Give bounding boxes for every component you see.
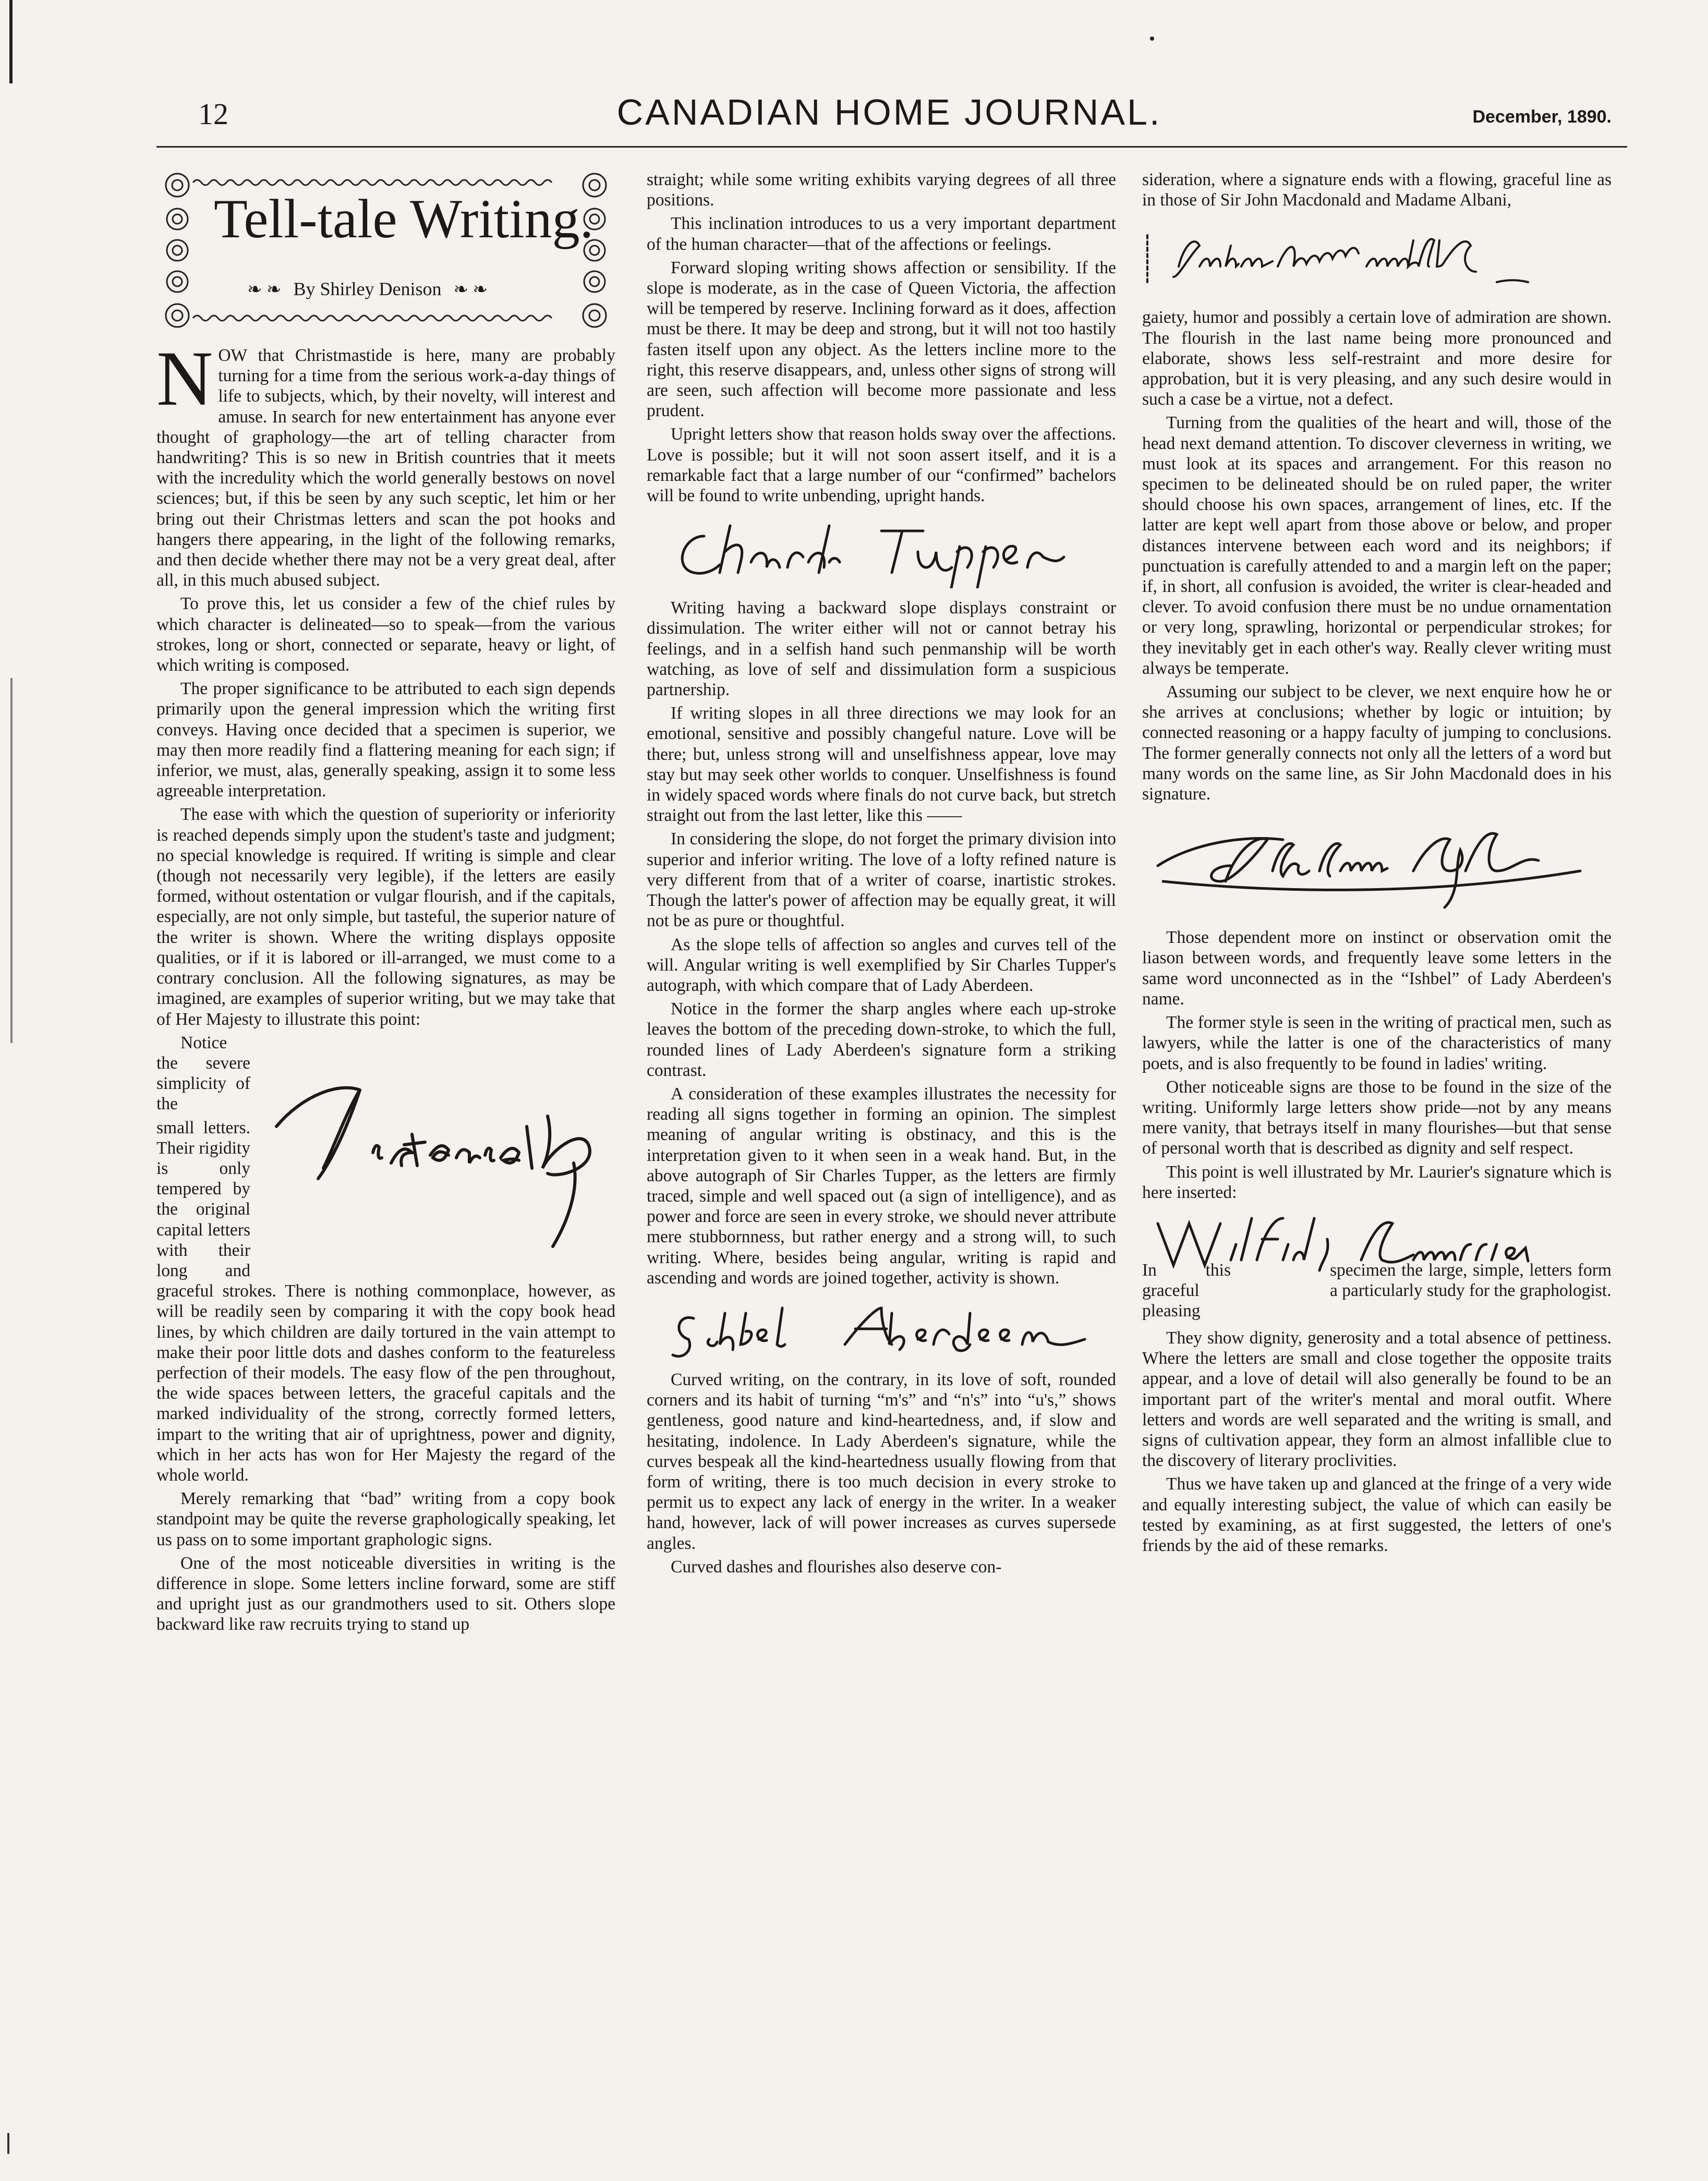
- paragraph: The ease with which the question of superiority or inferiority is reached depends simply upon the student's taste and judgment; no special knowledge is required. If writing is simple and clear (though not necessarily very legible), if the letters are easily formed, without ostentation or vulgar flourish, and if the capitals, especially, are not only simple, but tasteful, the superior nature of the writer is shown. Where the writing displays opposite qualities, or if it is labored or ill-arranged, we must come to a contrary conclusion. All the following signatures, as may be imagined, are examples of superior writing, but we may take that of Her Majesty to illustrate this point:: [156, 805, 615, 1029]
- signature-aberdeen: [647, 1298, 1116, 1360]
- print-speck: [1150, 37, 1154, 41]
- page-header: [156, 86, 1622, 143]
- page-number: 12: [198, 97, 228, 131]
- paragraph: Curved writing, on the contrary, in its love of soft, rounded corners and its habit of turning “m's” and “n's” into “u's,” shows gentleness, good nature and kind-heartedness, and, if slow and hesitating, indolence. In Lady Aberdeen's signature, while the curves bespeak all the kind-heartedness usually flowing from that form of writing, there is too much decision in every stroke to permit us to expect any lack of energy in the writer. In a weaker hand, however, lack of will power increases as curves supersede angles.: [647, 1370, 1116, 1553]
- column-1: [156, 167, 615, 1638]
- paragraph: A consideration of these examples illustrates the necessity for reading all signs together in forming an opinion. The simplest meaning of angular writing is obstinacy, and this is the interpretation given to it when seen in a weak hand. But, in the above autograph of Sir Charles Tupper, as the letters are firmly traced, simple and well spaced out (a sign of intelligence), and as power and force are seen in every stroke, we should never attribute mere stubbornness, but rather energy and a strong will, to such writing. Where, besides being angular, writing is rapid and ascending and words are joined together, activity is shown.: [647, 1084, 1116, 1288]
- paragraph: In considering the slope, do not forget the primary division into superior and inferior writing. The love of a lofty refined nature is very different from that of a writer of coarse, inartistic strokes. Though the latter's power of affection may be equally great, it will not be as pure or thoughtful.: [647, 829, 1116, 931]
- binding-shadow: [10, 678, 13, 1043]
- article-title: Tell-tale Writing.: [214, 188, 594, 249]
- paragraph: Thus we have taken up and glanced at the fringe of a very wide and equally interesting subject, the value of which can easily be tested by examining, as at first suggested, the letters of one's friends by the aid of these remarks.: [1142, 1474, 1612, 1555]
- paragraph: Merely remarking that “bad” writing from a copy book standpoint may be quite the reverse graphologically speaking, let us pass on to some important graphologic signs.: [156, 1489, 615, 1549]
- drop-cap: N: [156, 335, 213, 422]
- paragraph: If writing slopes in all three directions we may look for an emotional, sensitive and possibly changeful nature. Love will be there; but, unless strong will and unselfishness appear, love may stay but may seek other worlds to conquer. Unselfishness is found in widely spaced words where finals do not curve back, but stretch straight out from the last letter, like this ——: [647, 704, 1116, 826]
- macdonald-signature-image: [1142, 220, 1612, 298]
- paragraph: One of the most noticeable diversities in writing is the difference in slope. Some letters incline forward, some are stiff and upright just as our grandmothers used to sit. Others slope backward like raw recruits trying to stand up: [156, 1553, 615, 1634]
- paragraph: gaiety, humor and possibly a certain love of admiration are shown. The flourish in the last name being more pronounced and elaborate, shows less self-restraint and more desire for approbation, but it is very pleasing, and any such desire would in such a case be a virtue, not a defect.: [1142, 308, 1612, 409]
- paragraph: The proper significance to be attributed to each sign depends primarily upon the general impression which the writing first conveys. Having once decided that a specimen is superior, we may then more readily find a flattering meaning for each sign; if inferior, we must, alas, generally speaking, assign it to some less agreeable interpretation.: [156, 679, 615, 801]
- albani-signature-image: [1142, 814, 1612, 918]
- notice-text: Notice the severe simplicity of the: [156, 1033, 250, 1114]
- paragraph: Those dependent more on instinct or observation omit the liason between words, and frequently leave some letters in the same word unconnected as in the “Ishbel” of Lady Aberdeen's name.: [1142, 928, 1612, 1009]
- paragraph: Assuming our subject to be clever, we next enquire how he or she arrives at conclusions; whether by logic or intuition; by connected reasoning or a happy faculty of jumping to conclusions. The former generally connects not only all the letters of a word but many words on the same line, as Sir John Macdonald does in his signature.: [1142, 682, 1612, 804]
- header-rule: [156, 146, 1627, 148]
- paragraph: To prove this, let us consider a few of the chief rules by which character is delineated—so to speak—from the various strokes, long or short, connected or separate, heavy or light, of which writing is composed.: [156, 594, 615, 675]
- paragraph: sideration, where a signature ends with a flowing, graceful line as in those of Sir John Macdonald and Madame Albani,: [1142, 170, 1612, 210]
- title-box: [156, 167, 615, 334]
- byline-ornament-right: ❧ ❧: [453, 280, 488, 299]
- byline-ornament-left: ❧ ❧: [247, 280, 282, 299]
- signature-victoria: [256, 1033, 615, 1267]
- column-2: [647, 169, 1116, 1580]
- print-mark: [7, 2133, 9, 2154]
- paragraph: Curved dashes and flourishes also deserve con-: [671, 1557, 1002, 1577]
- aberdeen-signature-image: [647, 1298, 1116, 1360]
- paragraph: This point is well illustrated by Mr. Laurier's signature which is here inserted:: [1142, 1162, 1612, 1202]
- signature-albani: [1142, 814, 1612, 918]
- issue-date: December, 1890.: [1472, 107, 1612, 127]
- paragraph: Forward sloping writing shows affection or sensibility. If the slope is moderate, as in the case of Queen Victoria, the affection will be tempered by reserve. Inclining forward as it does, affection must be there. It may be deep and strong, but it will not too hastily fasten itself upon any object. As the letters incline more to the right, this reserve disappears, and, unless other signs of strong will are seen, such affection will become more passionate and less prudent.: [647, 258, 1116, 421]
- laurier-right-text: specimen the large, simple, letters form a particularly study for the graphologist.: [1330, 1260, 1612, 1300]
- paragraph: Notice in the former the sharp angles where each up-stroke leaves the bottom of the preceding down-stroke, to which the full, rounded lines of Lady Aberdeen's signature form a striking contrast.: [647, 999, 1116, 1080]
- laurier-left-text: In this graceful pleasing: [1142, 1260, 1231, 1320]
- tupper-signature-image: [647, 515, 1116, 588]
- paragraph: Turning from the qualities of the heart and will, those of the head next demand attention. To discover cleverness in writing, we must look at its spaces and arrangement. For this reason no specimen to be delineated should be on ruled paper, the writer should choose his own spaces, arrangement of lines, etc. If the latter are kept well apart from those above or below, and proper distances intervene between each word and its neighbors; if punctuation is carefully attended to and a margin left on the paper; if, in short, all confusion is avoided, the writer is clear-headed and clever. To avoid confusion there must be no undue ornamentation or very long, sprawling, horizontal or perpendicular strokes; for they inevitably get in each other's way. Really clever writing must always be temperate.: [1142, 413, 1612, 678]
- victoria-block: [156, 1033, 615, 1485]
- paragraph: This inclination introduces to us a very important department of the human character—that of the affections or feelings.: [647, 214, 1116, 254]
- paragraph: straight; while some writing exhibits varying degrees of all three positions.: [647, 170, 1116, 210]
- paragraph: small letters. Their rigidity is only tempered by the original capital letters with their long and graceful strokes. There is nothing commonplace, however, as will be readily seen by comparing it with the copy book head lines, by which children are daily tortured in the vain attempt to make their poor little dots and dashes conform to the featureless perfection of their models. The easy flow of the pen throughout, the wide spaces between letters, the graceful capitals and the marked individuality of the strong, correctly formed letters, impart to the writing that air of uprightness, power and dignity, which in her acts has won for Her Majesty the regard of the whole world.: [156, 1118, 615, 1485]
- paragraph: The former style is seen in the writing of practical men, such as lawyers, while the latter is one of the characteristics of many poets, and is also frequently to be found in ladies' writing.: [1142, 1013, 1612, 1073]
- signature-tupper: [647, 515, 1116, 588]
- paragraph: Upright letters show that reason holds sway over the affections. Love is possible; but it will not soon assert itself, and it is a remarkable fact that a large number of our “confirmed” bachelors will be found to write unbending, upright hands.: [647, 425, 1116, 506]
- laurier-block: [1142, 1208, 1612, 1328]
- victoria-signature-image: [256, 1033, 615, 1267]
- paragraph: NOW that Christmastide is here, many are probably turning for a time from the serious work-a-day things of life to subjects, which, by their novelty, will interest and amuse. In search for new entertainment has anyone ever thought of graphology—the art of telling character from handwriting? This is so new in British countries that it meets with the incredulity which the world generally bestows on novel sciences; but, if this be seen by any such sceptic, let him or her bring out their Christmas letters and scan the pot hooks and hangers there appearing, in the light of the following remarks, and then decide whether there may not be a very great deal, after all, in this much abused subject.: [156, 335, 615, 590]
- byline-text: By Shirley Denison: [293, 278, 442, 299]
- masthead: CANADIAN HOME JOURNAL.: [616, 92, 1162, 132]
- signature-macdonald: [1142, 220, 1612, 298]
- article-byline: [240, 279, 495, 300]
- paragraph: They show dignity, generosity and a total absence of pettiness. Where the letters are small and close together the opposite traits appear, and a love of detail will also generally be found to be an important part of the writer's mental and moral outfit. Where letters and words are well separated and the writing is small, and signs of cultivation appear, they form an almost infallible clue to the discovery of literary proclivities.: [1142, 1328, 1612, 1471]
- column-3: [1142, 169, 1612, 1559]
- binding-edge: [9, 0, 13, 83]
- paragraph: As the slope tells of affection so angles and curves tell of the will. Angular writing is well exemplified by Sir Charles Tupper's autograph, with which compare that of Lady Aberdeen.: [647, 935, 1116, 995]
- paragraph: Writing having a backward slope displays constraint or dissimulation. The writer either will not or cannot betray his feelings, and in a selfish hand such penmanship will be worth watching, as love of self and dissimulation form a suspicious partnership.: [647, 598, 1116, 700]
- paragraph: Other noticeable signs are those to be found in the size of the writing. Uniformly large letters show pride—not by any means mere vanity, that betrays itself in many flourishes—but that sense of personal worth that is described as dignity and self respect.: [1142, 1077, 1612, 1158]
